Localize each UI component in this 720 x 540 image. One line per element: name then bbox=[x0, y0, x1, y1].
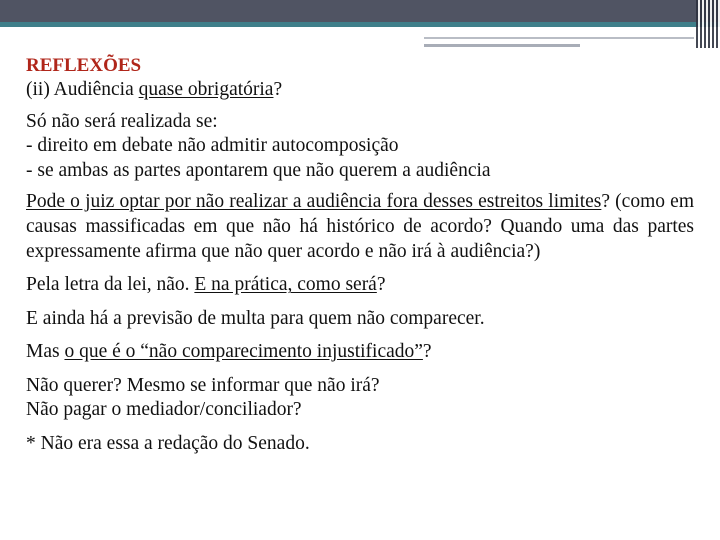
unjustified-absence-question bbox=[26, 340, 694, 365]
letter-suffix: ? bbox=[376, 274, 386, 296]
ask-emphasis: o que é o “não comparecimento injustificado” bbox=[64, 341, 423, 363]
slide-subtitle bbox=[26, 78, 694, 103]
footnote: * Não era essa a redação do Senado. bbox=[26, 432, 310, 454]
subtitle-prefix: (ii) Audiência bbox=[26, 79, 139, 100]
question-paragraph bbox=[26, 190, 694, 264]
letter-of-law-line bbox=[26, 273, 694, 298]
slide-body bbox=[26, 54, 694, 456]
refusal-line-1: Não querer? Mesmo se informar que não irá? bbox=[26, 374, 380, 396]
slide-title: REFLEXÕES bbox=[26, 55, 142, 76]
corner-stripes bbox=[696, 0, 720, 48]
subtitle-suffix: ? bbox=[273, 79, 283, 100]
ask-prefix: Mas bbox=[26, 341, 65, 363]
fine-line: E ainda há a previsão de multa para quem não comparecer. bbox=[26, 307, 485, 329]
letter-emphasis: E na prática, como será bbox=[194, 274, 377, 296]
subtitle-emphasis: quase obrigatória bbox=[138, 79, 274, 100]
header-accent-rule bbox=[0, 22, 720, 27]
header-band bbox=[0, 0, 720, 22]
question-rest: ? (como em causas massificadas em que não há histórico de acordo? Quando uma das partes expressamente afirma que não quer acordo e não irá à audiência?) bbox=[26, 191, 694, 262]
refusal-line-2: Não pagar o mediador/conciliador? bbox=[26, 399, 302, 421]
ask-suffix: ? bbox=[422, 341, 432, 363]
letter-prefix: Pela letra da lei, não. bbox=[26, 274, 195, 296]
question-emphasis: Pode o juiz optar por não realizar a audiência fora desses estreitos limites bbox=[26, 191, 602, 212]
decorative-line bbox=[424, 37, 694, 39]
decorative-line-short bbox=[424, 44, 580, 47]
intro-text: Só não será realizada se: bbox=[26, 110, 218, 132]
condition-item-1: - direito em debate não admitir autocomposição bbox=[26, 135, 399, 156]
condition-item-2: - se ambas as partes apontarem que não querem a audiência bbox=[26, 159, 491, 181]
